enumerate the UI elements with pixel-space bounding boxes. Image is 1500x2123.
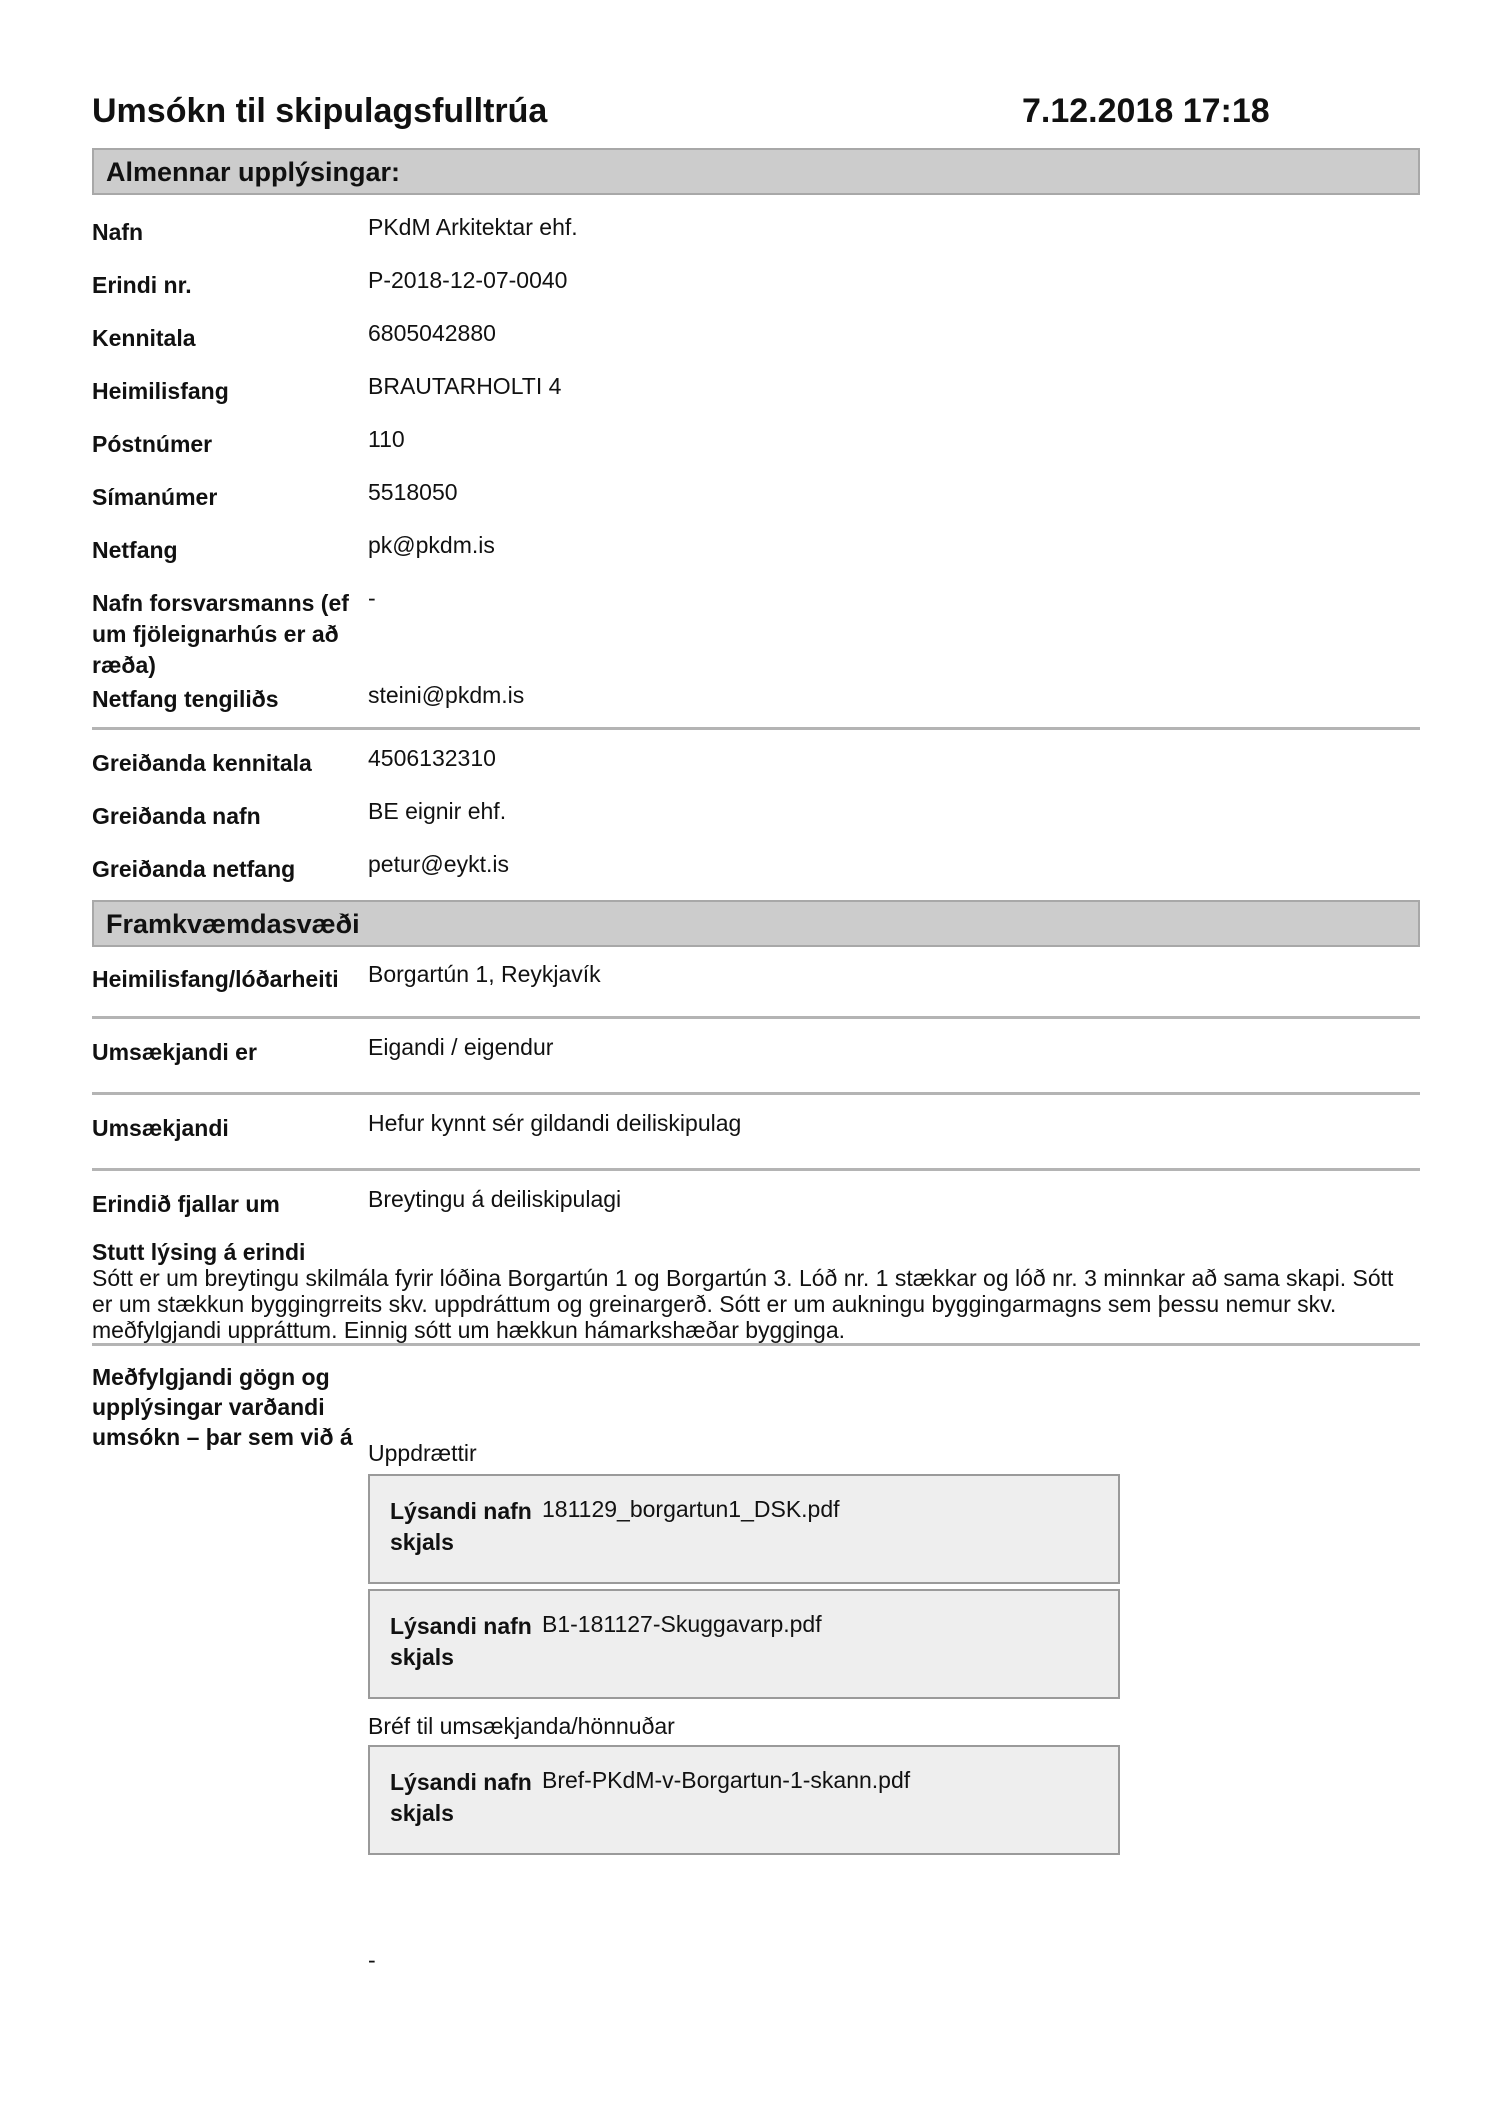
field-label: Heimilisfang — [92, 378, 229, 404]
field-label: Kennitala — [92, 325, 196, 351]
field-row-contact-email — [92, 672, 1420, 727]
field-label: Erindi nr. — [92, 272, 192, 298]
submission-datetime: 7.12.2018 17:18 — [1022, 92, 1270, 130]
field-value: 6805042880 — [368, 320, 496, 346]
attachment-item[interactable] — [368, 1589, 1120, 1699]
field-value: P-2018-12-07-0040 — [368, 267, 568, 293]
field-label: Umsækjandi er — [92, 1039, 257, 1065]
description-label: Stutt lýsing á erindi — [92, 1239, 306, 1265]
field-label: Símanúmer — [92, 484, 218, 510]
field-label: Netfang tengiliðs — [92, 686, 279, 712]
field-row-id-number — [92, 301, 1420, 354]
field-value: 5518050 — [368, 479, 458, 505]
field-row-payer-email — [92, 836, 1420, 900]
attachment-item[interactable] — [368, 1745, 1120, 1855]
attachments-section — [92, 1346, 1420, 1973]
field-row-representative — [92, 566, 1420, 678]
field-label: Greiðanda nafn — [92, 803, 261, 829]
page-title: Umsókn til skipulagsfulltrúa — [92, 92, 548, 130]
attachment-filename[interactable]: Bref-PKdM-v-Borgartun-1-skann.pdf — [542, 1767, 911, 1793]
field-row-email — [92, 513, 1420, 566]
field-value: BRAUTARHOLTI 4 — [368, 373, 562, 399]
attachment-doc-label: Lýsandi nafn skjals — [390, 1613, 532, 1670]
field-value: 110 — [368, 426, 405, 452]
page-header — [92, 88, 1420, 140]
field-row-lot-address — [92, 947, 1420, 1016]
attachments-label: Meðfylgjandi gögn og upplýsingar varðandi umsókn – þar sem við á — [92, 1364, 353, 1450]
section-area-heading: Framkvæmdasvæði — [92, 900, 1420, 947]
field-value: 4506132310 — [368, 745, 496, 771]
application-form — [92, 88, 1420, 1973]
field-row-name — [92, 195, 1420, 248]
field-row-subject — [92, 1171, 1420, 1239]
section-general-heading: Almennar upplýsingar: — [92, 148, 1420, 195]
field-value: Borgartún 1, Reykjavík — [368, 961, 601, 987]
field-label: Nafn forsvarsmanns (ef um fjöleignarhús er að ræða) — [92, 590, 349, 678]
field-row-payer-name — [92, 783, 1420, 836]
field-row-payer-id — [92, 730, 1420, 783]
field-label: Nafn — [92, 219, 144, 245]
field-value: petur@eykt.is — [368, 851, 509, 877]
attachment-doc-label: Lýsandi nafn skjals — [390, 1769, 532, 1826]
field-value: Breytingu á deiliskipulagi — [368, 1186, 622, 1212]
field-label: Greiðanda kennitala — [92, 750, 312, 776]
field-label: Erindið fjallar um — [92, 1191, 280, 1217]
field-row-phone — [92, 460, 1420, 513]
field-label: Netfang — [92, 537, 178, 563]
attachment-item[interactable] — [368, 1474, 1120, 1584]
field-label: Heimilisfang/lóðarheiti — [92, 966, 339, 992]
attachments-list — [368, 1438, 1120, 1975]
field-label: Póstnúmer — [92, 431, 213, 457]
field-value: - — [368, 585, 376, 611]
field-value: BE eignir ehf. — [368, 798, 507, 824]
attachment-group-heading: Bréf til umsækjanda/hönnuðar — [368, 1713, 675, 1739]
attachment-doc-label: Lýsandi nafn skjals — [390, 1498, 532, 1555]
field-label: Umsækjandi — [92, 1115, 229, 1141]
field-value: PKdM Arkitektar ehf. — [368, 214, 578, 240]
description-block — [92, 1239, 1420, 1343]
field-value: pk@pkdm.is — [368, 532, 495, 558]
field-row-postal-code — [92, 407, 1420, 460]
field-label: Greiðanda netfang — [92, 856, 296, 882]
field-row-case-number — [92, 248, 1420, 301]
attachment-filename[interactable]: B1-181127-Skuggavarp.pdf — [542, 1611, 822, 1637]
attachment-group-heading: Uppdrættir — [368, 1440, 477, 1466]
field-row-address — [92, 354, 1420, 407]
attachments-trailing: - — [368, 1947, 376, 1973]
field-row-applicant-is — [92, 1019, 1420, 1092]
description-text: Sótt er um breytingu skilmála fyrir lóðina Borgartún 1 og Borgartún 3. Lóð nr. 1 stækkar og lóð nr. 3 minnkar að sama skapi. Sótt er um stækkun byggingrreits skv. uppdráttum og greinargerð. Sótt er um aukningu byggingarmagns sem þessu nemur skv. meðfylgjandi uppráttum. Einnig sótt um hækkun hámarkshæðar bygginga. — [92, 1265, 1394, 1343]
field-value: Eigandi / eigendur — [368, 1034, 554, 1060]
field-value: Hefur kynnt sér gildandi deiliskipulag — [368, 1110, 742, 1136]
attachment-filename[interactable]: 181129_borgartun1_DSK.pdf — [542, 1496, 840, 1522]
field-row-applicant — [92, 1095, 1420, 1168]
field-value: steini@pkdm.is — [368, 682, 525, 708]
